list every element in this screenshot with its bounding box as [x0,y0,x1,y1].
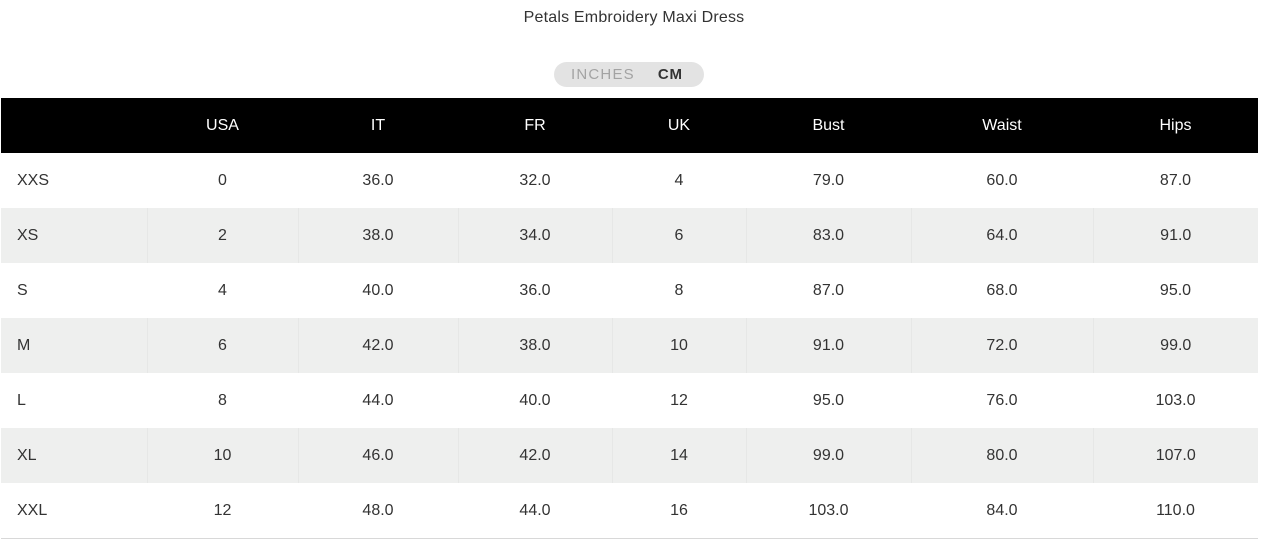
cell-uk: 4 [674,171,684,189]
size-label: S [17,281,28,299]
cell-waist: 60.0 [986,171,1018,189]
cell-hips: 110.0 [1093,483,1258,539]
header-size [1,98,147,153]
cell-usa: 10 [147,428,298,483]
size-label: XL [1,428,147,483]
cell-bust: 83.0 [746,208,911,263]
cell-bust: 87.0 [812,281,845,299]
table-row [1,483,1258,539]
cell-waist: 72.0 [911,318,1093,373]
cell-hips: 95.0 [1159,281,1192,299]
size-label: L [17,391,26,409]
cell-fr: 42.0 [458,428,612,483]
cell-uk: 6 [612,208,746,263]
table-row [1,318,1258,373]
cell-waist: 64.0 [911,208,1093,263]
header-it: IT [298,98,458,153]
cell-bust: 99.0 [746,428,911,483]
cell-bust: 79.0 [812,171,845,189]
cell-hips: 99.0 [1093,318,1258,373]
table-row [1,373,1258,428]
cell-waist: 68.0 [986,281,1018,299]
unit-option-inches[interactable]: INCHES [571,66,635,83]
cell-bust: 91.0 [746,318,911,373]
cell-hips: 103.0 [1155,391,1196,409]
cell-usa: 0 [218,171,227,189]
cell-uk: 12 [670,391,688,409]
cell-waist: 76.0 [986,391,1018,409]
unit-option-cm[interactable]: CM [657,66,683,83]
cell-it: 44.0 [362,391,394,409]
cell-hips: 87.0 [1159,171,1192,189]
cell-it: 48.0 [298,483,458,539]
header-fr: FR [458,98,612,153]
product-title: Petals Embroidery Maxi Dress [523,9,745,26]
cell-uk: 8 [674,281,684,299]
cell-fr: 40.0 [519,391,551,409]
cell-fr: 36.0 [519,281,551,299]
cell-bust: 103.0 [746,483,911,539]
cell-waist: 84.0 [911,483,1093,539]
header-usa: USA [147,98,298,153]
table-header-row [1,98,1258,153]
cell-usa: 8 [218,391,227,409]
cell-usa: 12 [147,483,298,539]
cell-waist: 80.0 [911,428,1093,483]
unit-toggle[interactable] [554,62,704,87]
cell-hips: 91.0 [1093,208,1258,263]
cell-usa: 4 [218,281,227,299]
cell-uk: 16 [612,483,746,539]
cell-fr: 34.0 [458,208,612,263]
size-label: M [1,318,147,373]
size-label: XS [1,208,147,263]
cell-it: 46.0 [298,428,458,483]
cell-uk: 14 [612,428,746,483]
size-chart-table [1,98,1258,539]
table-row [1,428,1258,483]
cell-usa: 2 [147,208,298,263]
cell-fr: 44.0 [458,483,612,539]
cell-it: 40.0 [362,281,394,299]
header-uk: UK [612,98,746,153]
cell-it: 38.0 [298,208,458,263]
cell-it: 42.0 [298,318,458,373]
cell-fr: 38.0 [458,318,612,373]
cell-it: 36.0 [362,171,394,189]
size-label: XXL [1,483,147,539]
header-hips: Hips [1093,98,1258,153]
table-row [1,208,1258,263]
cell-fr: 32.0 [519,171,551,189]
table-row [1,263,1258,318]
cell-hips: 107.0 [1093,428,1258,483]
table-row [1,153,1258,208]
cell-bust: 95.0 [812,391,845,409]
cell-usa: 6 [147,318,298,373]
header-bust: Bust [746,98,911,153]
size-label: XXS [17,171,50,189]
header-waist: Waist [911,98,1093,153]
cell-uk: 10 [612,318,746,373]
